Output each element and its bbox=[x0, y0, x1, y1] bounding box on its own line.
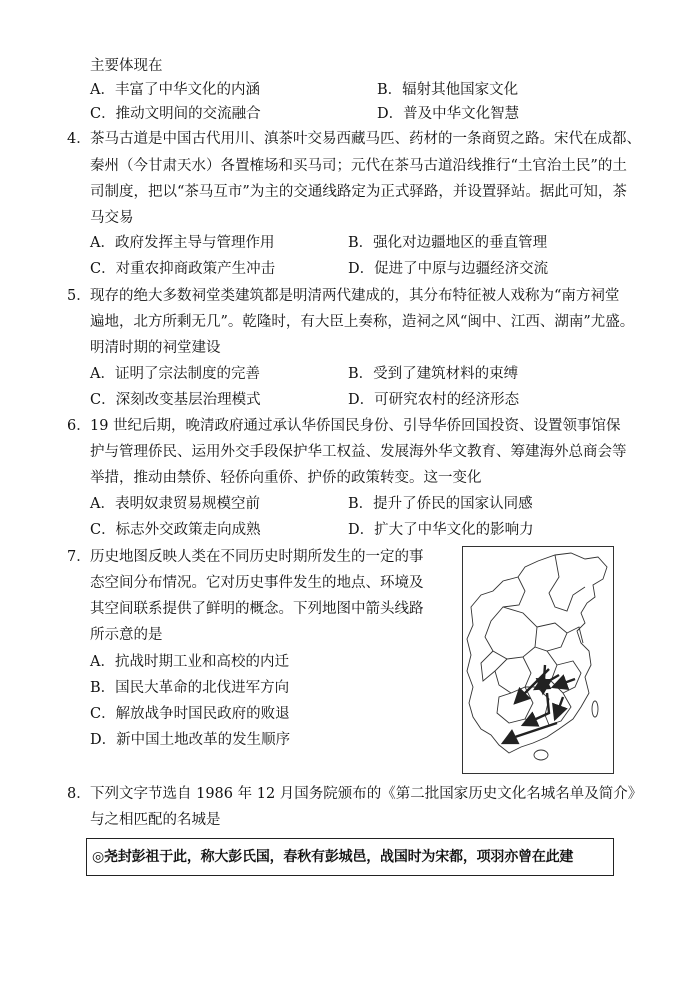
q5-number: 5． bbox=[67, 288, 91, 304]
q7-option-a: A．抗战时期工业和高校的内迁 bbox=[90, 654, 289, 670]
q3-option-c: C．推动文明间的交流融合 bbox=[90, 106, 261, 122]
arrow-route-5 bbox=[555, 697, 563, 719]
q4-option-a: A．政府发挥主导与管理作用 bbox=[90, 235, 275, 251]
q5-option-b: B．受到了建筑材料的束缚 bbox=[348, 366, 519, 382]
q4-number: 4． bbox=[67, 131, 91, 147]
island-hainan bbox=[534, 750, 548, 760]
map-outline bbox=[467, 553, 607, 753]
island-taiwan bbox=[592, 701, 598, 717]
q7-number: 7． bbox=[67, 549, 91, 565]
china-map-with-arrows bbox=[463, 547, 614, 774]
q6-option-c: C．标志外交政策走向成熟 bbox=[90, 522, 261, 538]
q5-option-a: A．证明了宗法制度的完善 bbox=[90, 366, 260, 382]
q4-option-d: D．促进了中原与边疆经济交流 bbox=[348, 261, 549, 277]
q6-stem-line-1: 19 世纪后期，晚清政府通过承认华侨国民身份、引导华侨回国投资、设置领事馆保 bbox=[90, 418, 621, 434]
q4-stem-line-2: 秦州（今甘肃天水）各置榷场和买马司；元代在茶马古道沿线推行“土官治土民”的土 bbox=[90, 158, 627, 174]
q6-number: 6． bbox=[67, 418, 91, 434]
q4-stem-line-1: 茶马古道是中国古代用川、滇茶叶交易西藏马匹、药材的一条商贸之路。宋代在成都、 bbox=[90, 131, 641, 147]
q8-number: 8． bbox=[67, 786, 91, 802]
arrow-route-4 bbox=[523, 693, 549, 725]
q5-stem-line-3: 明清时期的祠堂建设 bbox=[90, 340, 221, 356]
q7-stem-line-1: 历史地图反映人类在不同历史时期所发生的一定的事 bbox=[90, 549, 424, 565]
province-line bbox=[481, 651, 495, 681]
province-line bbox=[535, 623, 567, 651]
q6-option-a: A．表明奴隶贸易规模空前 bbox=[90, 496, 260, 512]
province-line bbox=[549, 555, 585, 611]
q5-option-d: D．可研究农村的经济形态 bbox=[348, 392, 520, 408]
q6-option-b: B．提升了侨民的国家认同感 bbox=[348, 496, 533, 512]
q7-stem-line-3: 其空间联系提供了鲜明的概念。下列地图中箭头线路 bbox=[90, 601, 424, 617]
q6-stem-line-2: 护与管理侨民、运用外交手段保护华工权益、发展海外华文教育、筹建海外总商会等 bbox=[90, 444, 627, 460]
q3-option-b: B．辐射其他国家文化 bbox=[377, 82, 519, 98]
q7-option-d: D．新中国土地改革的发生顺序 bbox=[90, 732, 291, 748]
q4-option-b: B．强化对边疆地区的垂直管理 bbox=[348, 235, 548, 251]
q5-stem-line-1: 现存的绝大多数祠堂类建筑都是明清两代建成的，其分布特征被人戏称为“南方祠堂 bbox=[90, 288, 620, 304]
q5-stem-line-2: 遍地，北方所剩无几”。乾隆时，有大臣上奏称，造祠之风“闽中、江西、湖南”尤盛。 bbox=[90, 314, 635, 330]
q3-stem-tail: 主要体现在 bbox=[90, 58, 163, 74]
q7-map-figure bbox=[462, 546, 614, 774]
q8-stem-line-2: 与之相匹配的名城是 bbox=[90, 812, 221, 828]
q7-stem-line-4: 所示意的是 bbox=[90, 627, 163, 643]
q6-option-d: D．扩大了中华文化的影响力 bbox=[348, 522, 534, 538]
arrow-route-7 bbox=[543, 665, 545, 693]
q6-stem-line-3: 举措，推动由禁侨、轻侨向重侨、护侨的政策转变。这一变化 bbox=[90, 470, 482, 486]
q5-option-c: C．深刻改变基层治理模式 bbox=[90, 392, 261, 408]
q7-option-b: B．国民大革命的北伐进军方向 bbox=[90, 680, 290, 696]
q4-option-c: C．对重农抑商政策产生冲击 bbox=[90, 261, 276, 277]
q7-stem-line-2: 态空间分布情况。它对历史事件发生的地点、环境及 bbox=[90, 575, 424, 591]
arrow-route-6 bbox=[503, 723, 557, 743]
q4-stem-line-3: 司制度，把以“茶马互市”为主的交通线路定为正式驿路，并设置驿站。据此可知，茶 bbox=[90, 184, 627, 200]
q3-option-d: D．普及中华文化智慧 bbox=[377, 106, 520, 122]
q3-option-a: A．丰富了中华文化的内涵 bbox=[90, 82, 260, 98]
q4-stem-line-4: 马交易 bbox=[90, 210, 134, 226]
arrow-route-3 bbox=[553, 679, 575, 687]
q7-option-c: C．解放战争时国民政府的败退 bbox=[90, 706, 290, 722]
province-line bbox=[503, 577, 525, 607]
province-line bbox=[497, 687, 533, 723]
q8-quote-text: ◎尧封彭祖于此，称大彭氏国，春秋有彭城邑，战国时为宋都，项羽亦曾在此建 bbox=[92, 849, 574, 865]
q8-stem-line-1: 下列文字节选自 1986 年 12 月国务院颁布的《第二批国家历史文化名城名单及简介》 bbox=[90, 786, 643, 802]
